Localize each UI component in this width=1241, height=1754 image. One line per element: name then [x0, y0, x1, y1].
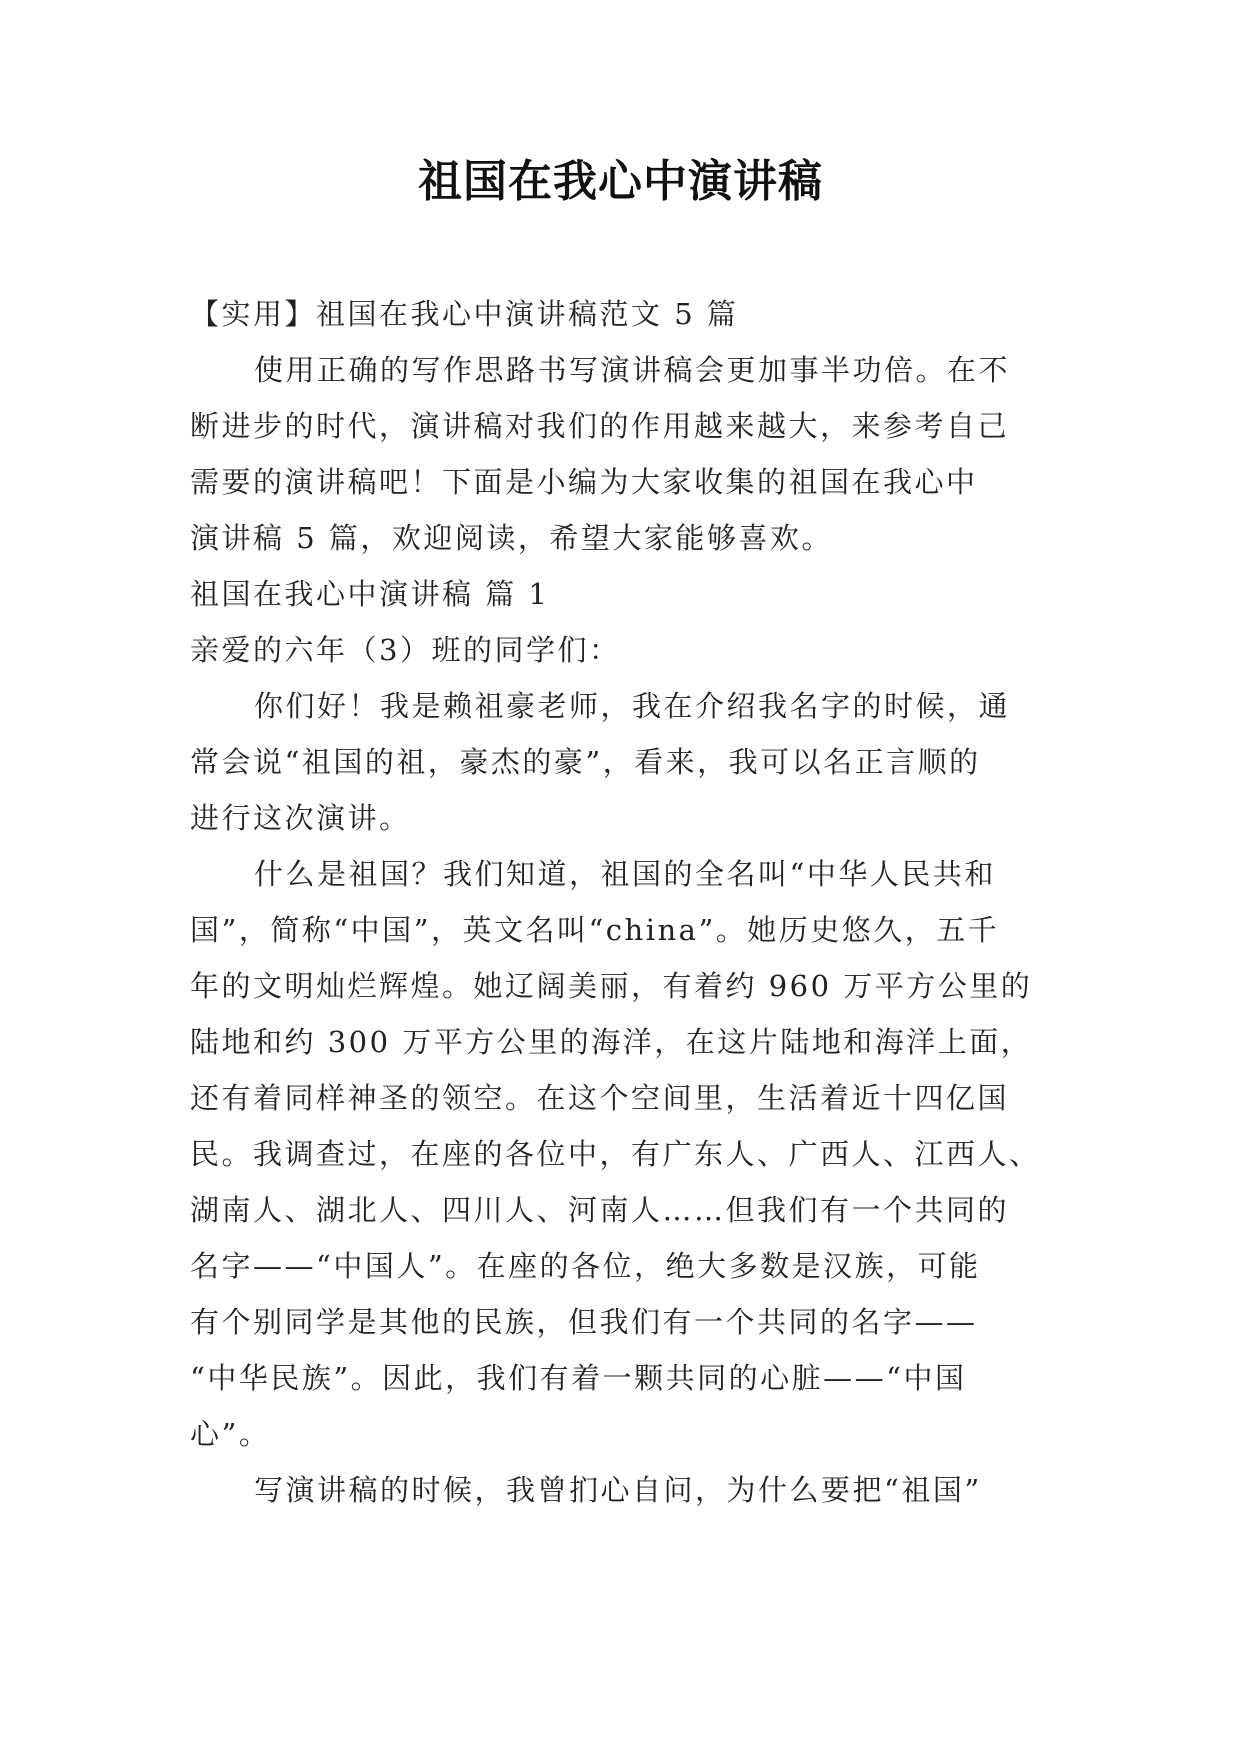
paragraph-line: 有个别同学是其他的民族，但我们有一个共同的名字——: [190, 1305, 978, 1339]
paragraph-line: 名字——“中国人”。在座的各位，绝大多数是汉族，可能: [190, 1249, 981, 1283]
paragraph-line: 常会说“祖国的祖，豪杰的豪”，看来，我可以名正言顺的: [190, 745, 981, 779]
paragraph-line: 写演讲稿的时候，我曾扪心自问，为什么要把“祖国”: [254, 1473, 982, 1507]
paragraph-line: 什么是祖国？我们知道，祖国的全名叫“中华人民共和: [254, 857, 996, 891]
paragraph-line: 还有着同样神圣的领空。在这个空间里，生活着近十四亿国: [190, 1081, 1010, 1115]
document-title: 祖国在我心中演讲稿: [418, 156, 823, 207]
paragraph-line: “中华民族”。因此，我们有着一颗共同的心脏——“中国: [190, 1361, 967, 1395]
paragraph-line: 国”，简称“中国”，英文名叫“china”。她历史悠久，五千: [190, 913, 1000, 947]
document-body: [190, 286, 1052, 1518]
paragraph-line: 湖南人、湖北人、四川人、河南人……但我们有一个共同的: [190, 1193, 1010, 1227]
paragraph-line: 陆地和约 300 万平方公里的海洋，在这片陆地和海洋上面，: [190, 1025, 1033, 1059]
intro-paragraph-line: 使用正确的写作思路书写演讲稿会更加事半功倍。在不: [254, 353, 1011, 387]
intro-paragraph-line: 断进步的时代，演讲稿对我们的作用越来越大，来参考自己: [190, 409, 1010, 443]
paragraph-line: 年的文明灿烂辉煌。她辽阔美丽，有着约 960 万平方公里的: [190, 969, 1033, 1003]
section-heading: 祖国在我心中演讲稿 篇 1: [190, 577, 550, 611]
intro-paragraph-line: 需要的演讲稿吧！下面是小编为大家收集的祖国在我心中: [190, 465, 978, 499]
intro-paragraph-line: 演讲稿 5 篇，欢迎阅读，希望大家能够喜欢。: [190, 521, 833, 555]
paragraph-line: 民。我调查过，在座的各位中，有广东人、广西人、江西人、: [190, 1137, 1041, 1171]
subtitle-line: 【实用】祖国在我心中演讲稿范文 5 篇: [190, 297, 739, 331]
paragraph-line: 进行这次演讲。: [190, 801, 411, 835]
paragraph-line: 心”。: [190, 1417, 271, 1451]
paragraph-line: 你们好！我是赖祖豪老师，我在介绍我名字的时候，通: [254, 689, 1011, 723]
salutation-line: 亲爱的六年（3）班的同学们：: [190, 633, 621, 667]
